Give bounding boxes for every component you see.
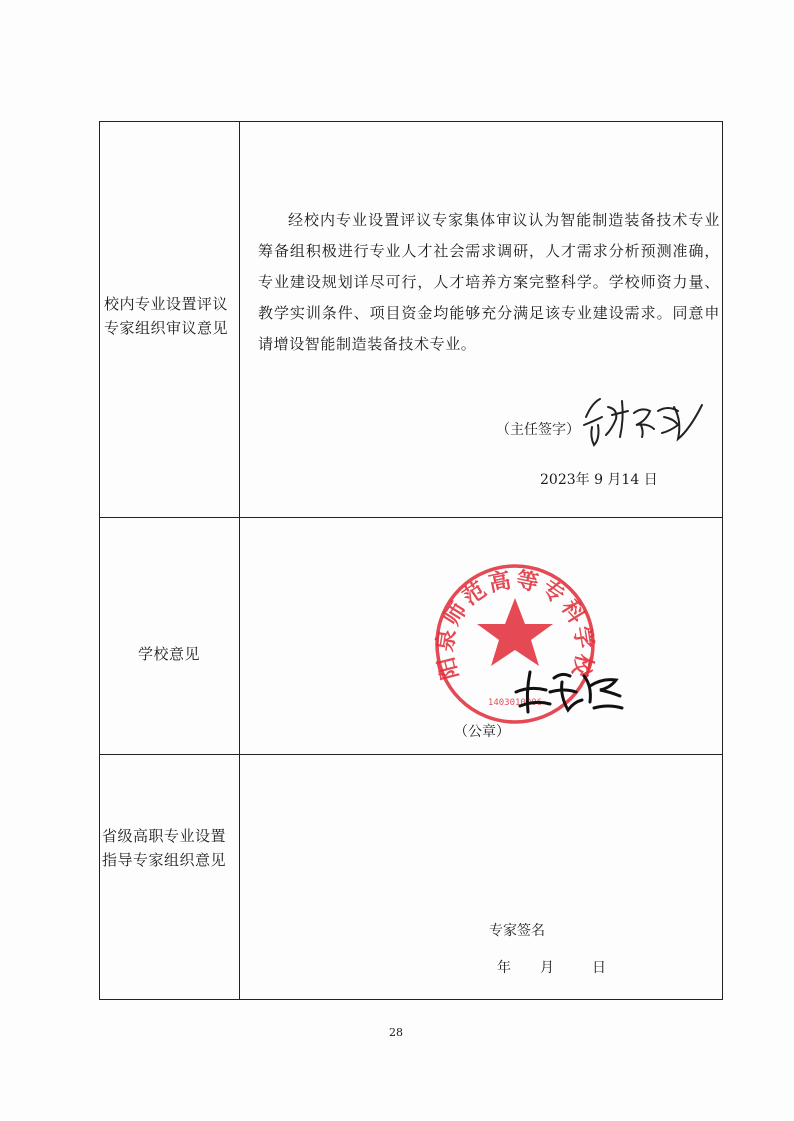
- row-label-cell-campus-review: [100, 122, 240, 518]
- seal-star-icon: [477, 598, 553, 666]
- school-opinion-content-cell: [240, 518, 723, 755]
- date-month-label: 月: [540, 960, 554, 976]
- campus-review-content-cell: [240, 122, 723, 518]
- director-handwritten-signature: [578, 387, 708, 447]
- page-number: 28: [389, 1026, 403, 1039]
- campus-review-opinion: 经校内专业设置评议专家集体审议认为智能制造装备技术专业筹备组积极进行专业人才社会需求调研，人才需求分析预测准确，专业建设规划详尽可行，人才培养方案完整科学。学校师资力量、教学实训条件、项目资金均能够充分满足该专业建设需求。同意申请增设智能制造装备技术专业。: [258, 211, 720, 353]
- director-signature-label: （主任签字）: [496, 422, 580, 438]
- campus-review-label: 校内专业设置评议专家组织审议意见: [104, 295, 229, 337]
- row-label-cell-school: [100, 518, 240, 755]
- review-date: 2023年 9 月14 日: [540, 472, 658, 488]
- provincial-opinion-content-cell: [240, 755, 723, 1000]
- seal-code-text: 1403010006: [487, 698, 543, 708]
- school-opinion-label: 学校意见: [138, 645, 201, 663]
- expert-signature-label: 专家签名: [489, 923, 545, 939]
- provincial-opinion-label: 省级高职专业设置指导专家组织意见: [102, 827, 227, 869]
- principal-handwritten-signature: [510, 658, 630, 718]
- date-day-label: 日: [592, 960, 606, 976]
- row-label-cell-provincial: [100, 755, 240, 1000]
- seal-name-text: 阳泉师范高等专科学校: [433, 567, 597, 682]
- official-seal-label: （公章）: [454, 724, 510, 740]
- review-form-table: [99, 121, 723, 1000]
- date-year-label: 年: [497, 960, 511, 976]
